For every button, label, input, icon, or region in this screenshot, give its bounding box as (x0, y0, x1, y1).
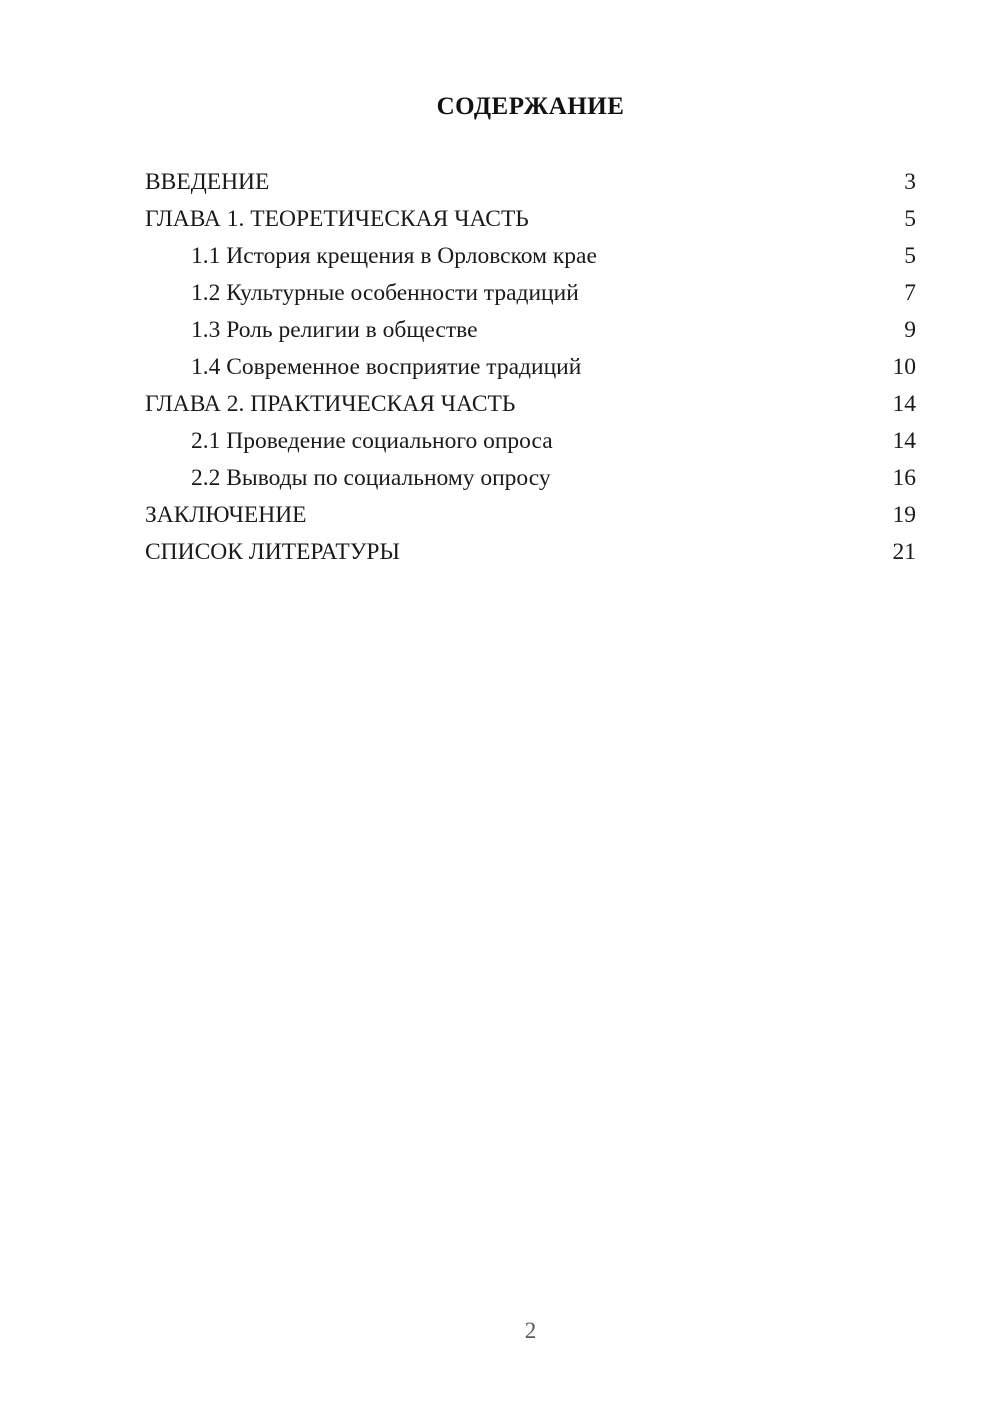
toc-entry-page: 5 (904, 243, 916, 269)
toc-entry-page: 9 (904, 317, 916, 343)
toc-entry (145, 201, 916, 238)
toc-entry-page: 19 (892, 502, 916, 528)
toc-entry (145, 164, 916, 201)
toc-entry-page: 14 (892, 391, 916, 417)
toc-entry (145, 460, 916, 497)
toc-entry-page: 7 (904, 280, 916, 306)
toc-entry-label: ВВЕДЕНИЕ (145, 169, 270, 195)
toc-entry-label: 1.3 Роль религии в обществе (191, 317, 478, 343)
toc-entry-label: ЗАКЛЮЧЕНИЕ (145, 502, 307, 528)
toc-entry (145, 349, 916, 386)
toc-entry-page: 3 (904, 169, 916, 195)
toc-entry (145, 534, 916, 571)
toc-entry-page: 5 (904, 206, 916, 232)
toc-entry-label: СПИСОК ЛИТЕРАТУРЫ (145, 539, 400, 565)
toc-entry-label: 2.2 Выводы по социальному опросу (191, 465, 551, 491)
toc-entry-label: 1.1 История крещения в Орловском крае (191, 243, 597, 269)
toc-entry (145, 275, 916, 312)
toc-entry (145, 238, 916, 275)
toc-entry (145, 497, 916, 534)
toc-entry-page: 16 (892, 465, 916, 491)
toc-entry (145, 423, 916, 460)
toc-entry-label: 1.4 Современное восприятие традиций (191, 354, 582, 380)
toc-entry (145, 312, 916, 349)
toc-entry-page: 14 (892, 428, 916, 454)
toc-entry (145, 386, 916, 423)
toc-entry-label: 2.1 Проведение социального опроса (191, 428, 553, 454)
toc-list (145, 164, 916, 571)
toc-entry-page: 21 (892, 539, 916, 565)
toc-entry-label: ГЛАВА 2. ПРАКТИЧЕСКАЯ ЧАСТЬ (145, 391, 516, 417)
toc-entry-label: ГЛАВА 1. ТЕОРЕТИЧЕСКАЯ ЧАСТЬ (145, 206, 529, 232)
footer-page-number: 2 (524, 1318, 537, 1343)
page-content (0, 0, 1000, 571)
toc-entry-label: 1.2 Культурные особенности традиций (191, 280, 579, 306)
toc-entry-page: 10 (892, 354, 916, 380)
page-title: СОДЕРЖАНИЕ (436, 93, 625, 120)
